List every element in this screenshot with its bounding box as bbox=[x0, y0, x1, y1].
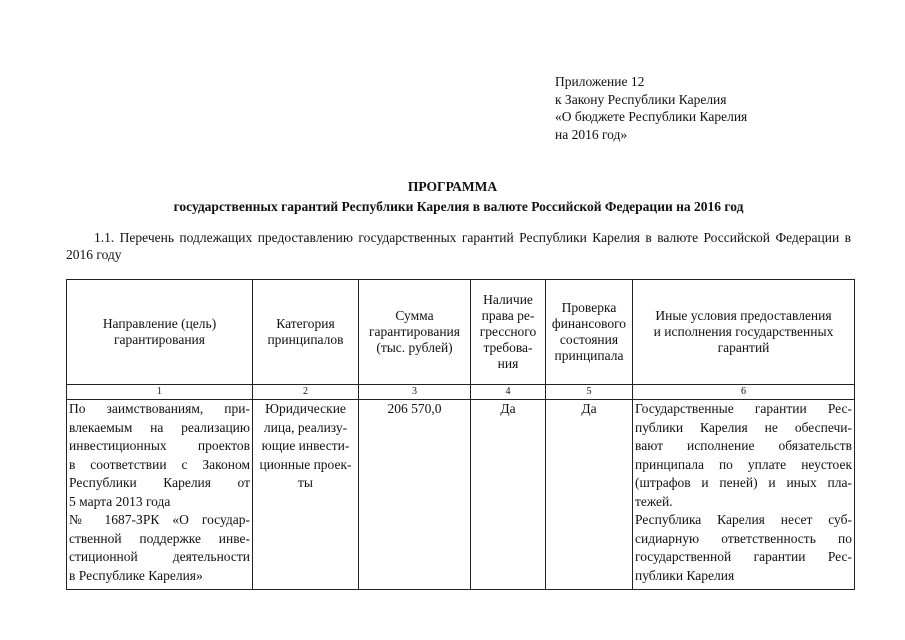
intro-paragraph: 1.1. Перечень подлежащих предоставлению государственных гарантий Республики Карелия в валюте Российской Федерации в 2016 году bbox=[66, 230, 851, 262]
text-line: и исполнения государственных bbox=[653, 324, 834, 339]
text-line: государственной гарантии Рес- bbox=[635, 549, 852, 564]
text-line: публики Карелия bbox=[635, 567, 735, 583]
col-number: 1 bbox=[67, 385, 253, 400]
col-number: 2 bbox=[253, 385, 359, 400]
annex-line: «О бюджете Республики Карелия bbox=[555, 109, 748, 124]
text-line: ственной поддержке инве- bbox=[69, 530, 250, 546]
text-line: (тыс. рублей) bbox=[376, 340, 453, 355]
text-line: (штрафов и пеней) и иных пла- bbox=[635, 475, 852, 490]
text-line: инвестиционных проектов bbox=[69, 438, 250, 453]
text-line: Государственные гарантии Рес- bbox=[635, 401, 852, 416]
annex-line: к Закону Республики Карелия bbox=[555, 91, 727, 107]
header-check bbox=[546, 280, 633, 385]
document-title bbox=[0, 177, 905, 217]
annex-line: Приложение 12 bbox=[555, 74, 645, 89]
text-line: Республика Карелия несет суб- bbox=[635, 512, 852, 527]
cell-category bbox=[253, 400, 359, 590]
text-line: Юридические bbox=[265, 401, 346, 416]
text-line: лица, реализу- bbox=[263, 419, 348, 435]
text-line: Республики Карелия от bbox=[69, 475, 250, 490]
text-line: Иные условия предоставления bbox=[655, 308, 832, 323]
text-line: 5 марта 2013 года bbox=[69, 493, 171, 509]
text-line: гарантирования bbox=[114, 332, 205, 347]
text-line: стиционной деятельности bbox=[69, 549, 250, 564]
title-line-1: ПРОГРАММА bbox=[407, 179, 498, 194]
text-line: принципала bbox=[554, 348, 624, 363]
text-line: сидиарную ответственность по bbox=[635, 530, 852, 546]
header-purpose bbox=[67, 280, 253, 385]
text-line: принципалов bbox=[267, 332, 344, 347]
guarantees-table bbox=[66, 279, 855, 590]
text-line: принципала по уплате неустоек bbox=[635, 456, 852, 472]
text-line: Наличие bbox=[483, 292, 533, 307]
text-line: гарантий bbox=[717, 340, 770, 355]
text-line: влекаемым на реализацию bbox=[69, 419, 250, 435]
text-line: Сумма bbox=[395, 308, 434, 323]
table-number-row bbox=[67, 385, 855, 400]
text-line: в соответствии с Законом bbox=[69, 456, 250, 472]
header-regress bbox=[471, 280, 546, 385]
text-line: ющие инвести- bbox=[261, 438, 350, 453]
text-line: ционные проек- bbox=[259, 456, 352, 472]
cell-amount: 206 570,0 bbox=[359, 400, 471, 590]
text-line: Направление (цель) bbox=[102, 316, 217, 331]
text-line: состояния bbox=[559, 332, 619, 347]
col-number: 3 bbox=[359, 385, 471, 400]
col-number: 5 bbox=[546, 385, 633, 400]
header-amount bbox=[359, 280, 471, 385]
text-line: вают исполнение обязательств bbox=[635, 438, 852, 453]
text-line: финансового bbox=[551, 316, 627, 331]
text-line: права ре- bbox=[481, 308, 535, 323]
table-row bbox=[67, 400, 855, 590]
text-line: Проверка bbox=[561, 300, 617, 315]
annex-block bbox=[555, 73, 747, 143]
col-number: 6 bbox=[633, 385, 855, 400]
text-line: гарантирования bbox=[369, 324, 460, 339]
cell-check: Да bbox=[546, 400, 633, 590]
text-line: в Республике Карелия» bbox=[69, 567, 203, 583]
text-line: грессного bbox=[479, 324, 537, 339]
cell-regress: Да bbox=[471, 400, 546, 590]
table-header-row bbox=[67, 280, 855, 385]
header-conditions bbox=[633, 280, 855, 385]
cell-purpose bbox=[67, 400, 253, 590]
text-line: публики Карелия не обеспечи- bbox=[635, 419, 852, 435]
header-category bbox=[253, 280, 359, 385]
text-line: Категория bbox=[276, 316, 335, 331]
text-line: ния bbox=[497, 356, 519, 371]
col-number: 4 bbox=[471, 385, 546, 400]
text-line: По заимствованиям, при- bbox=[69, 401, 250, 416]
text-line: № 1687-ЗРК «О государ- bbox=[69, 512, 250, 527]
text-line: тежей. bbox=[635, 493, 673, 509]
text-line: ты bbox=[298, 475, 313, 490]
cell-conditions bbox=[633, 400, 855, 590]
text-line: требова- bbox=[483, 340, 533, 355]
title-line-2: государственных гарантий Республики Карелия в валюте Российской Федерации на 2016 год bbox=[173, 199, 744, 214]
annex-line: на 2016 год» bbox=[555, 126, 628, 142]
